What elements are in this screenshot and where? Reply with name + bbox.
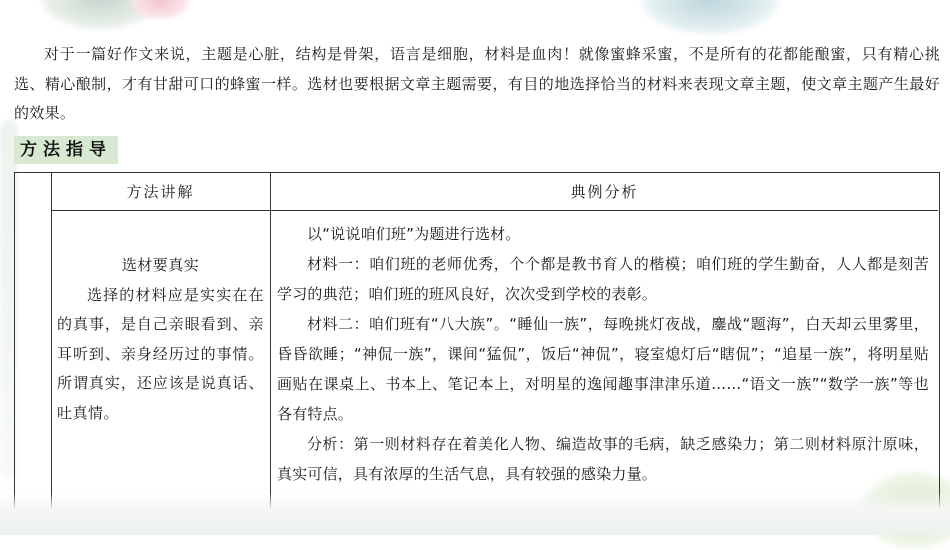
intro-paragraph: 对于一篇好作文来说，主题是心脏，结构是骨架，语言是细胞，材料是血肉！就像蜜蜂采蜜，不是所有的花都能酿蜜，只有精心挑选、精心酿制，才有甘甜可口的蜂蜜一样。选材也要根据文章主题需要，有目的地选择恰当的材料来表现文章主题，使文章主题产生最好的效果。	[14, 45, 940, 122]
example-paragraph: 分析：第一则材料存在着美化人物、编造故事的毛病，缺乏感染力；第二则材料原汁原味，真实可信，具有浓厚的生活气息，具有较强的感染力量。	[277, 435, 929, 483]
header-method: 方法讲解	[51, 173, 271, 211]
decorative-leaf	[640, 0, 780, 35]
section-label: 方法指导	[14, 136, 118, 164]
method-cell	[51, 211, 271, 535]
table-side-column	[15, 173, 52, 535]
example-paragraph: 材料一：咱们班的老师优秀，个个都是教书育人的楷模；咱们班的学生勤奋，人人都是刻苦学习的典范；咱们班的班风良好，次次受到学校的表彰。	[277, 255, 929, 303]
example-cell	[277, 219, 929, 489]
method-body: 选择的材料应是实实在在的真事，是自己亲眼看到、亲耳听到、亲身经历过的事情。所谓真实，还应该是说真话、吐真情。	[57, 285, 264, 422]
method-table	[14, 172, 940, 535]
example-paragraph: 材料二：咱们班有“八大族”。“睡仙一族”，每晚挑灯夜战，鏖战“题海”，白天却云里雾里，昏昏欲睡；“神侃一族”，课间“猛侃”，饭后“神侃”，寝室熄灯后“瞎侃”；“追星一族”，将明星贴画贴在课桌上、书本上、笔记本上，对明星的逸闻趣事津津乐道……“语文一族”“数学一族”等也各有特点。	[277, 315, 929, 423]
method-title: 选材要真实	[121, 256, 200, 274]
header-example: 典例分析	[271, 173, 938, 211]
example-paragraph: 以“说说咱们班”为题进行选材。	[307, 225, 521, 243]
bottom-fade	[0, 492, 950, 535]
